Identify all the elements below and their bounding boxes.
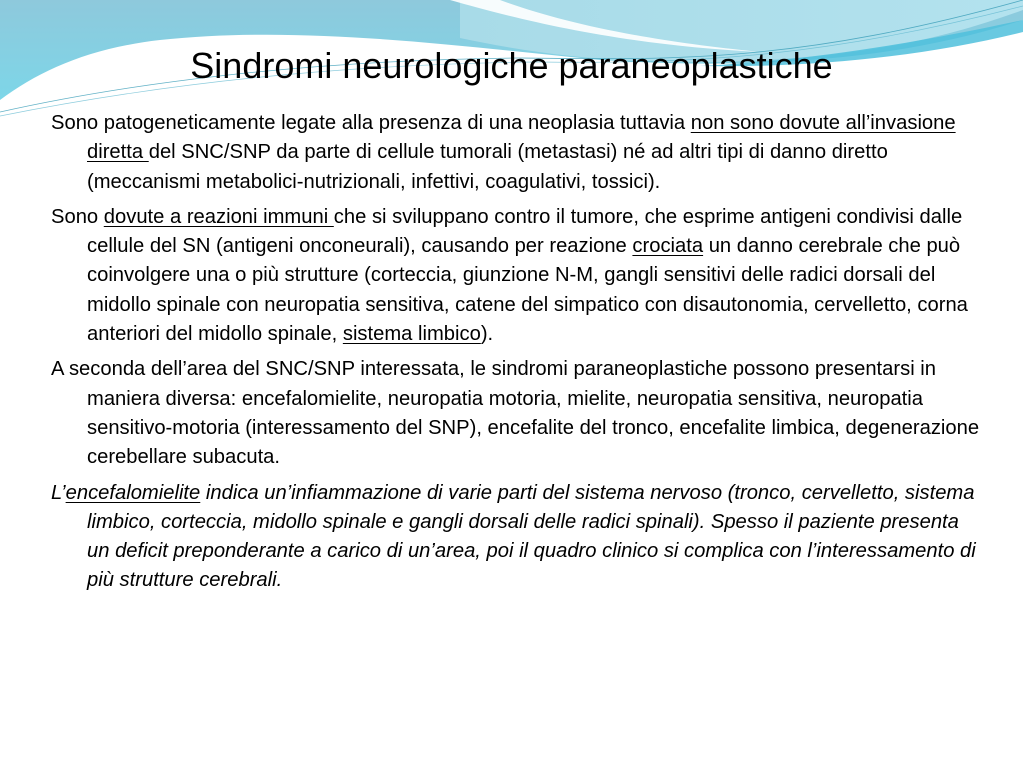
underlined-text-encefalomielite: encefalomielite: [65, 481, 201, 504]
paragraph-immune-mechanism: [51, 203, 981, 349]
slide-body: [51, 109, 981, 602]
paragraph-encephalomyelitis: [51, 479, 981, 596]
underlined-text-immune-reactions: dovute a reazioni immuni: [103, 205, 334, 228]
text-segment: che si sviluppano contro il tumore, che esprime antigeni condivisi dalle cellule del SN (antigeni onconeurali), causando per reazione: [87, 205, 963, 258]
text-segment: del SNC/SNP da parte di cellule tumorali (metastasi) né ad altri tipi di danno diretto (meccanismi metabolici-nutrizionali, infettivi, coagulativi, tossici).: [87, 141, 888, 193]
paragraph-definition: [51, 109, 981, 197]
underlined-text-not-direct-invasion: non sono dovute all’invasione diretta: [87, 112, 956, 164]
text-segment: un danno cerebrale che può coinvolgere una o più strutture (corteccia, giunzione N-M, gangli sensitivi delle radici dorsali del midollo spinale con neuropatia sensitiva, catene del simpatico con disautonomia, cervelletto, corna anteriori del midollo spinale,: [87, 235, 968, 346]
text-segment: ).: [480, 323, 494, 346]
text-segment: A seconda dell’area del SNC/SNP interessata, le sindromi paraneoplastiche possono presentarsi in maniera diversa: encefalomielite, neuropatia motoria, mielite, neuropatia sensitiva, neuropatia sensitivo-motoria (interessamento del SNP), encefalite del tronco, encefalite limbica, degenerazione cerebellare subacuta.: [51, 358, 980, 469]
text-segment: indica un’infiammazione di varie parti del sistema nervoso (tronco, cervelletto, sistema limbico, corteccia, midollo spinale e gangli dorsali delle radici spinali). Spesso il paziente presenta un deficit preponderante a carico di un’area, poi il quadro clinico si complica con l’interessamento di più strutture cerebrali.: [87, 481, 976, 592]
text-segment: Sono patogeneticamente legate alla presenza di una neoplasia tuttavia: [51, 112, 691, 134]
underlined-text-crociata: crociata: [632, 235, 704, 258]
text-segment: Sono: [51, 205, 104, 228]
slide-title: Sindromi neurologiche paraneoplastiche: [190, 45, 833, 86]
underlined-text-limbic-system: sistema limbico: [342, 323, 481, 346]
paragraph-presentations: [51, 355, 981, 472]
text-segment: L’: [51, 481, 66, 504]
